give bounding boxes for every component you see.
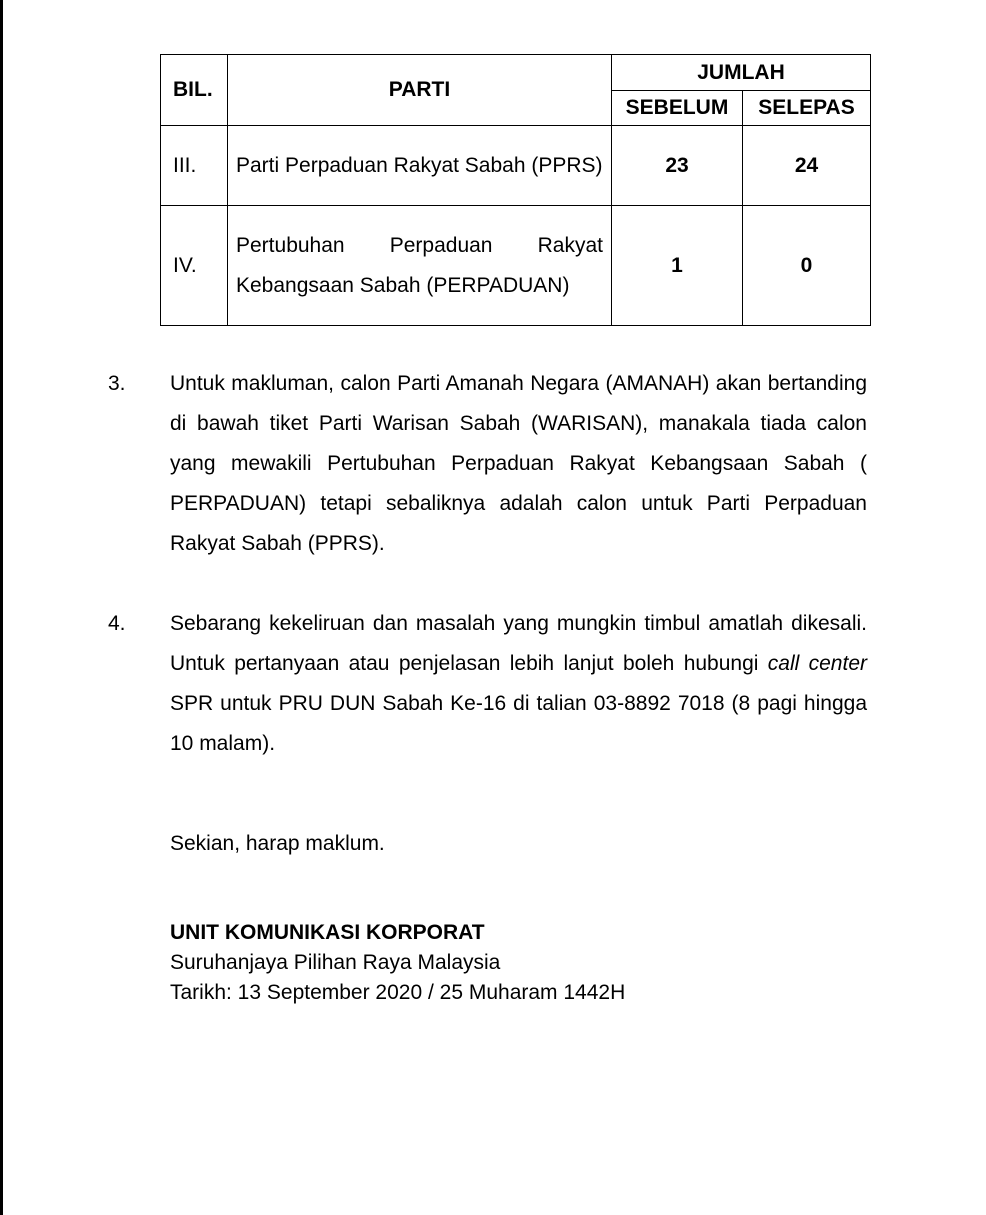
paragraph-number: 4. xyxy=(108,612,126,635)
header-selepas: SELEPAS xyxy=(743,91,871,126)
paragraph-3 xyxy=(108,364,868,564)
row-parti: Parti Perpaduan Rakyat Sabah (PPRS) xyxy=(228,126,612,206)
page-left-border xyxy=(0,0,3,1215)
row-sebelum: 1 xyxy=(612,206,743,326)
header-bil: BIL. xyxy=(161,55,228,126)
row-bil: IV. xyxy=(161,206,228,326)
paragraph-text-after: SPR untuk PRU DUN Sabah Ke-16 di talian 03-8892 7018 (8 pagi hingga 10 malam). xyxy=(170,692,867,755)
header-sebelum: SEBELUM xyxy=(612,91,743,126)
table-row xyxy=(161,126,871,206)
signoff-block xyxy=(170,918,625,1008)
paragraph-text-before: Sebarang kekeliruan dan masalah yang mungkin timbul amatlah dikesali. Untuk pertanyaan atau penjelasan lebih lanjut boleh hubungi xyxy=(170,612,867,675)
paragraph-number: 3. xyxy=(108,372,126,395)
table-row xyxy=(161,206,871,326)
paragraph-text xyxy=(170,604,867,764)
signoff-organisation: Suruhanjaya Pilihan Raya Malaysia xyxy=(170,951,501,974)
row-selepas: 0 xyxy=(743,206,871,326)
row-selepas: 24 xyxy=(743,126,871,206)
paragraph-text-italic: call center xyxy=(767,652,867,675)
party-seat-table xyxy=(160,54,871,326)
signoff-date: Tarikh: 13 September 2020 / 25 Muharam 1442H xyxy=(170,981,626,1004)
row-bil: III. xyxy=(161,126,228,206)
closing-line: Sekian, harap maklum. xyxy=(170,832,385,855)
row-sebelum: 23 xyxy=(612,126,743,206)
header-jumlah: JUMLAH xyxy=(612,55,871,91)
header-parti: PARTI xyxy=(228,55,612,126)
paragraph-text: Untuk makluman, calon Parti Amanah Negara (AMANAH) akan bertanding di bawah tiket Parti Warisan Sabah (WARISAN), manakala tiada calon yang mewakili Pertubuhan Perpaduan Rakyat Kebangsaan Sabah ( PERPADUAN) tetapi sebaliknya adalah calon untuk Parti Perpaduan Rakyat Sabah (PPRS). xyxy=(170,372,867,555)
paragraph-4 xyxy=(108,604,868,764)
signoff-unit: UNIT KOMUNIKASI KORPORAT xyxy=(170,921,485,944)
row-parti: Pertubuhan Perpaduan Rakyat Kebangsaan Sabah (PERPADUAN) xyxy=(228,206,612,326)
